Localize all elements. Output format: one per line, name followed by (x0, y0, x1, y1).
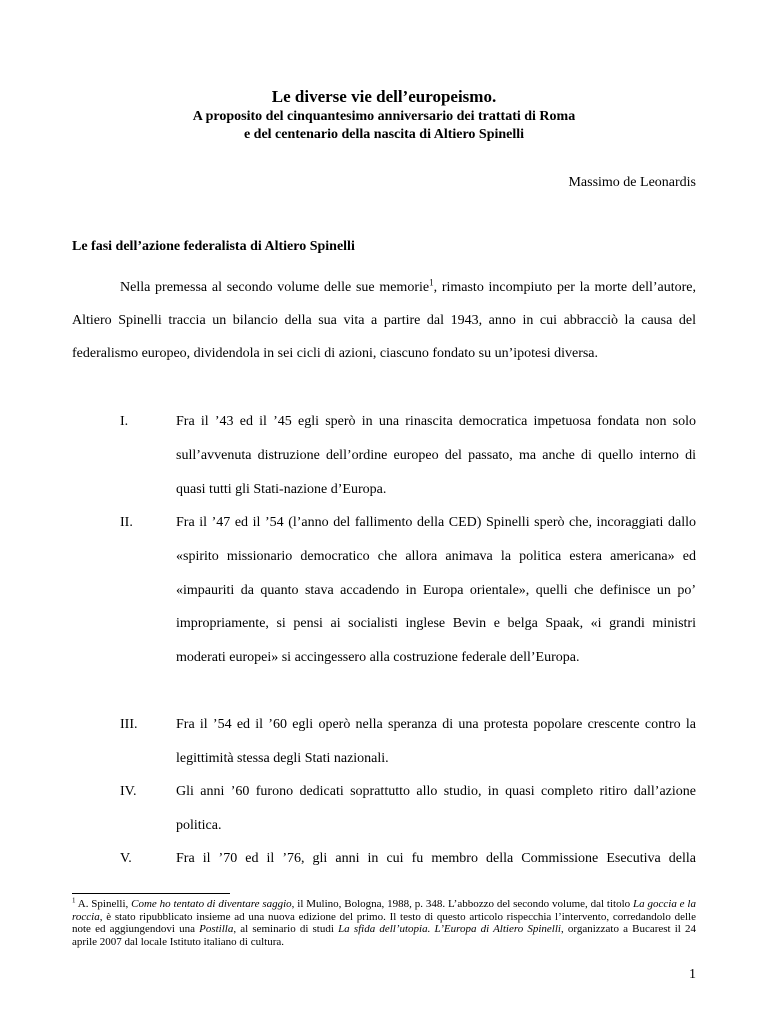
cycle-item-5 (120, 842, 696, 876)
cycle-numeral: II. (120, 515, 133, 530)
footnote-reference: 1 (429, 277, 434, 288)
footnote-text-1: A. Spinelli, (75, 898, 132, 910)
footnote-text-4: , al seminario di studi (233, 923, 339, 935)
cycle-text: Fra il ’54 ed il ’60 egli operò nella speranza di una protesta popolare crescente contro la legittimità stessa degli Stati nazionali. (176, 717, 696, 766)
intro-text-part-2: , rimasto incompiuto per la morte dell’autore, Altiero Spinelli traccia un bilancio della sua vita a partire dal 1943, anno in cui abbracciò la causa del federalismo europeo, dividendola in sei cicli di azioni, ciascuno fondato su un’ipotesi diversa. (72, 280, 696, 361)
cycle-numeral: IV. (120, 784, 137, 799)
author-name: Massimo de Leonardis (568, 175, 696, 190)
cycle-text: Fra il ’43 ed il ’45 egli sperò in una rinascita democratica impetuosa fondata non solo sull’avvenuta distruzione dell’ordine europeo del passato, ma anche di quello interno di quasi tutti gli Stati-nazione d’Europa. (176, 414, 696, 497)
footnote (72, 898, 696, 948)
footnote-second-volume-title: La goccia e la roccia (72, 898, 696, 923)
document-subtitle-line-2: e del centenario della nascita di Altiero Spinelli (243, 127, 525, 142)
footnote-postilla: Postilla (199, 923, 234, 935)
cycle-text: Fra il ’70 ed il ’76, gli anni in cui fu membro della Commissione Esecutiva della (176, 851, 696, 866)
cycle-numeral: V. (120, 851, 132, 866)
footnote-marker: 1 (72, 896, 76, 905)
footnote-separator (72, 893, 230, 894)
document-title: Le diverse vie dell’europeismo. (271, 87, 497, 106)
footnote-book-title: Come ho tentato di diventare saggio (131, 898, 292, 910)
cycle-text: Gli anni ’60 furono dedicati soprattutto allo studio, in quasi completo ritiro dall’azione politica. (176, 784, 696, 833)
cycle-item-1 (120, 405, 696, 506)
cycle-item-2 (120, 506, 696, 675)
document-subtitle-line-1: A proposito del cinquantesimo anniversario dei trattati di Roma (192, 109, 576, 124)
title-block (0, 86, 768, 144)
cycle-text: Fra il ’47 ed il ’54 (l’anno del fallimento della CED) Spinelli sperò che, incoraggiati dallo «spirito missionario democratico che allora animava la politica estera americana» ed «impauriti da quanto stava accadendo in Europa orientale», quelli che definisce un po’ impropriamente, si pensi ai socialisti inglese Bevin e belga Spaak, «i grandi ministri moderati europei» si accingessero alla costruzione federale dell’Europa. (176, 515, 696, 666)
section-heading: Le fasi dell’azione federalista di Altiero Spinelli (72, 239, 355, 254)
page-number: 1 (689, 967, 696, 982)
cycle-item-3 (120, 708, 696, 776)
intro-text-part-1: Nella premessa al secondo volume delle sue memorie (120, 280, 430, 295)
footnote-text-2: , il Mulino, Bologna, 1988, p. 348. L’abbozzo del secondo volume, dal titolo (291, 898, 634, 910)
cycle-numeral: I. (120, 414, 129, 429)
footnote-text-3: , è stato ripubblicato insieme ad una nuova edizione del primo. Il testo di questo articolo rispecchia l’intervento, corredandolo delle note ed aggiungendovi una (72, 910, 696, 935)
cycle-item-4 (120, 775, 696, 843)
intro-paragraph (72, 271, 696, 370)
footnote-seminar-title: La sfida dell’utopia. L’Europa di Altiero Spinelli (338, 923, 561, 935)
cycle-numeral: III. (120, 717, 138, 732)
footnote-text-5: , organizzato a Bucarest il 24 aprile 2007 dal locale Istituto italiano di cultura. (72, 923, 696, 948)
